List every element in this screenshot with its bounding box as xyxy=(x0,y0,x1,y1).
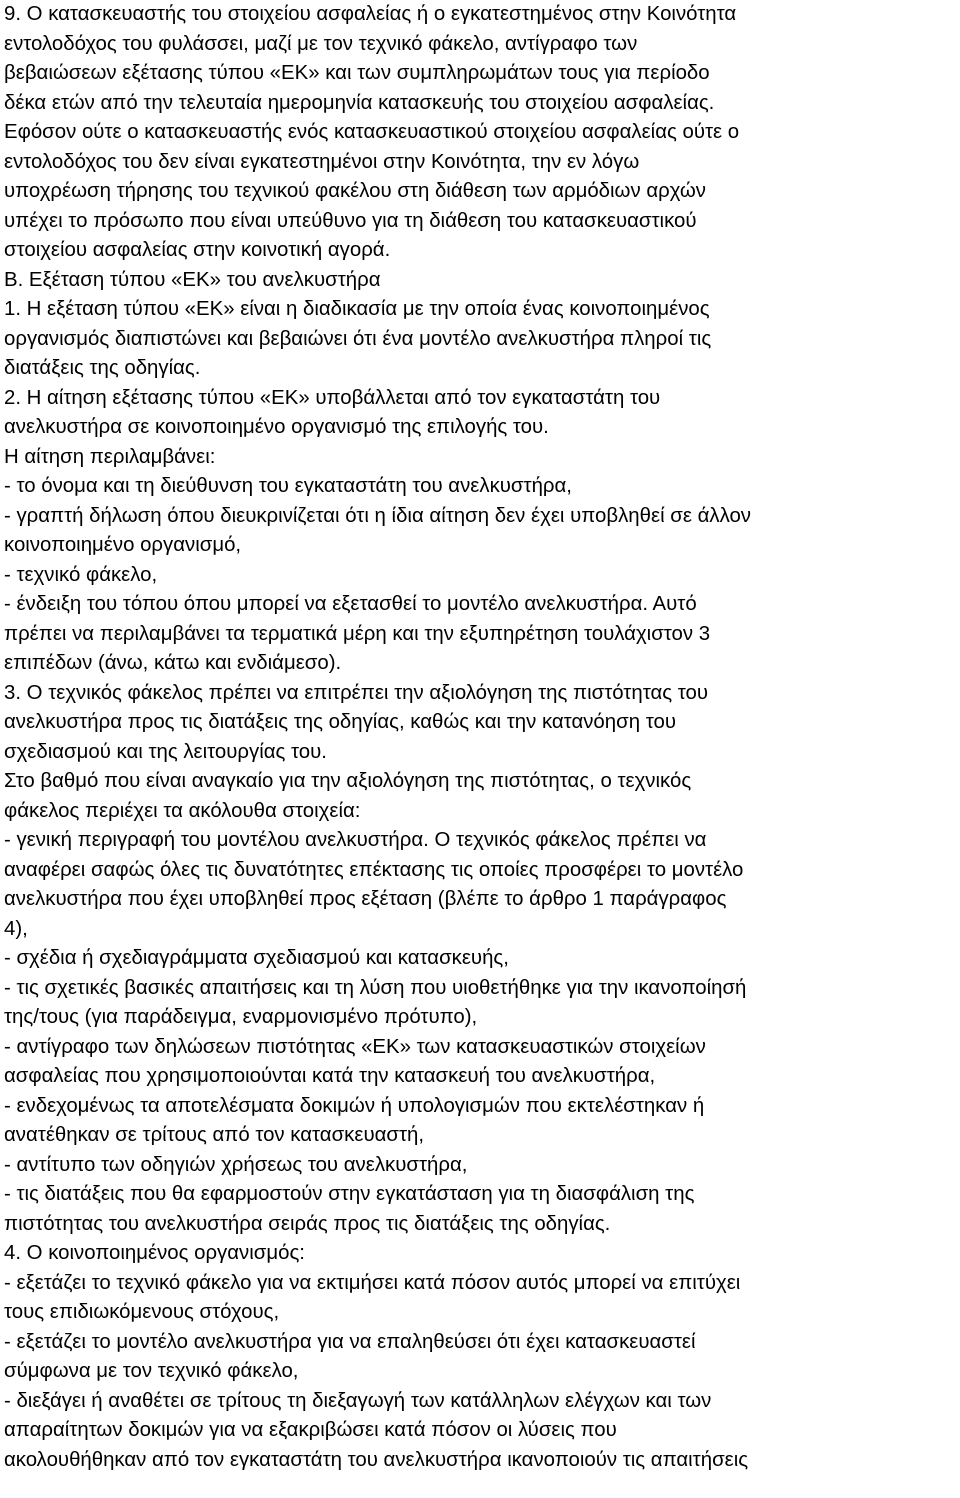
text-line: δέκα ετών από την τελευταία ημερομηνία κατασκευής του στοιχείου ασφαλείας. xyxy=(4,91,715,114)
text-line: τους επιδιωκόμενους στόχους, xyxy=(4,1301,280,1323)
text-line: 2. Η αίτηση εξέτασης τύπου «ΕΚ» υποβάλλεται από τον εγκαταστάτη του xyxy=(4,386,661,409)
list-item-line: - εξετάζει το μοντέλο ανελκυστήρα για να επαληθεύσει ότι έχει κατασκευαστεί xyxy=(4,1330,696,1353)
list-item-line: - εξετάζει το τεχνικό φάκελο για να εκτιμήσει κατά πόσον αυτός μπορεί να επιτύχει xyxy=(4,1271,741,1294)
text-line: ασφαλείας που χρησιμοποιούνται κατά την κατασκευή του ανελκυστήρα, xyxy=(4,1065,656,1087)
section-heading: Β. Εξέταση τύπου «ΕΚ» του ανελκυστήρα xyxy=(4,268,381,291)
text-line: 3. Ο τεχνικός φάκελος πρέπει να επιτρέπει την αξιολόγηση της πιστότητας του xyxy=(4,681,708,704)
text-line: απαραίτητων δοκιμών για να εξακριβώσει κατά πόσον οι λύσεις που xyxy=(4,1419,617,1441)
list-item-line: - τις σχετικές βασικές απαιτήσεις και τη λύση που υιοθετήθηκε για την ικανοποίησή xyxy=(4,976,747,999)
text-line: βεβαιώσεων εξέτασης τύπου «ΕΚ» και των συμπληρωμάτων τους για περίοδο xyxy=(4,62,710,84)
list-item-line: - αντίτυπο των οδηγιών χρήσεως του ανελκυστήρα, xyxy=(4,1153,468,1176)
list-item-line: - σχέδια ή σχεδιαγράμματα σχεδιασμού και κατασκευής, xyxy=(4,947,509,969)
text-line: Στο βαθμό που είναι αναγκαίο για την αξιολόγηση της πιστότητας, ο τεχνικός xyxy=(4,770,692,792)
text-line: στοιχείου ασφαλείας στην κοινοτική αγορά. xyxy=(4,239,391,261)
text-line: σύμφωνα με τον τεχνικό φάκελο, xyxy=(4,1360,299,1382)
text-line: 9. Ο κατασκευαστής του στοιχείου ασφαλείας ή ο εγκατεστημένος στην Κοινότητα xyxy=(4,3,737,25)
text-line: υπέχει το πρόσωπο που είναι υπεύθυνο για τη διάθεση του κατασκευαστικού xyxy=(4,209,697,232)
text-line: Εφόσον ούτε ο κατασκευαστής ενός κατασκευαστικού στοιχείου ασφαλείας ούτε ο xyxy=(4,121,740,143)
text-line: 1. Η εξέταση τύπου «ΕΚ» είναι η διαδικασία με την οποία ένας κοινοποιημένος xyxy=(4,298,710,320)
text-line: διατάξεις της οδηγίας. xyxy=(4,357,201,379)
text-line: 4. Ο κοινοποιημένος οργανισμός: xyxy=(4,1242,305,1264)
list-item-line: - διεξάγει ή αναθέτει σε τρίτους τη διεξαγωγή των κατάλληλων ελέγχων και των xyxy=(4,1389,712,1412)
list-item-line: - τις διατάξεις που θα εφαρμοστούν στην εγκατάσταση για τη διασφάλιση της xyxy=(4,1183,695,1205)
list-item-line: - τεχνικό φάκελο, xyxy=(4,563,158,586)
text-line: εντολοδόχος του δεν είναι εγκατεστημένοι στην Κοινότητα, την εν λόγω xyxy=(4,150,640,173)
text-line: πιστότητας του ανελκυστήρα σειράς προς τις διατάξεις της οδηγίας. xyxy=(4,1212,611,1235)
text-line: ανελκυστήρα σε κοινοποιημένο οργανισμό της επιλογής του. xyxy=(4,416,549,438)
text-line: οργανισμός διαπιστώνει και βεβαιώνει ότι ένα μοντέλο ανελκυστήρα πληροί τις xyxy=(4,327,712,350)
list-item-line: - αντίγραφο των δηλώσεων πιστότητας «ΕΚ» των κατασκευαστικών στοιχείων xyxy=(4,1035,706,1058)
text-line: ανελκυστήρα που έχει υποβληθεί προς εξέταση (βλέπε το άρθρο 1 παράγραφος xyxy=(4,888,727,910)
list-item-line: - γενική περιγραφή του μοντέλου ανελκυστήρα. Ο τεχνικός φάκελος πρέπει να xyxy=(4,829,707,851)
list-item-line: - το όνομα και τη διεύθυνση του εγκαταστάτη του ανελκυστήρα, xyxy=(4,475,572,497)
list-item-line: - ένδειξη του τόπου όπου μπορεί να εξετασθεί το μοντέλο ανελκυστήρα. Αυτό xyxy=(4,593,697,615)
text-line: της/τους (για παράδειγμα, εναρμονισμένο πρότυπο), xyxy=(4,1006,478,1028)
list-item-line: - ενδεχομένως τα αποτελέσματα δοκιμών ή υπολογισμών που εκτελέστηκαν ή xyxy=(4,1094,705,1117)
list-item-line: - γραπτή δήλωση όπου διευκρινίζεται ότι η ίδια αίτηση δεν έχει υποβληθεί σε άλλον xyxy=(4,504,752,527)
text-line: εντολοδόχος του φυλάσσει, μαζί με τον τεχνικό φάκελο, αντίγραφο των xyxy=(4,32,638,55)
text-line: 4), xyxy=(4,917,28,940)
text-line: αναφέρει σαφώς όλες τις δυνατότητες επέκτασης τις οποίες προσφέρει το μοντέλο xyxy=(4,858,744,881)
text-line: σχεδιασμού και της λειτουργίας του. xyxy=(4,740,327,763)
text-line: ανελκυστήρα προς τις διατάξεις της οδηγίας, καθώς και την κατανόηση του xyxy=(4,711,676,733)
text-line: πρέπει να περιλαμβάνει τα τερματικά μέρη και την εξυπηρέτηση τουλάχιστον 3 xyxy=(4,622,711,645)
text-line: ακολουθήθηκαν από τον εγκαταστάτη του ανελκυστήρα ικανοποιούν τις απαιτήσεις xyxy=(4,1448,749,1471)
text-line: φάκελος περιέχει τα ακόλουθα στοιχεία: xyxy=(4,799,361,822)
text-line: επιπέδων (άνω, κάτω και ενδιάμεσο). xyxy=(4,652,342,674)
text-line: Η αίτηση περιλαμβάνει: xyxy=(4,445,216,468)
text-line: υποχρέωση τήρησης του τεχνικού φακέλου στη διάθεση των αρμόδιων αρχών xyxy=(4,180,706,202)
text-line: ανατέθηκαν σε τρίτους από τον κατασκευαστή, xyxy=(4,1124,425,1146)
text-line: κοινοποιημένο οργανισμό, xyxy=(4,534,242,556)
